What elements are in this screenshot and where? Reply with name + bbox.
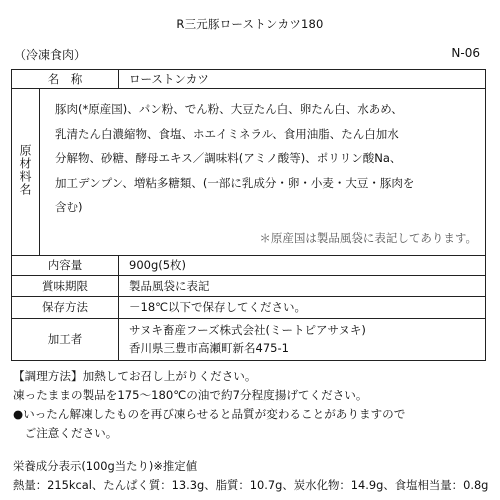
product-title: R三元豚ローストンカツ180 bbox=[176, 17, 324, 31]
ingredients-line: 含む) bbox=[55, 200, 83, 215]
expiry-label: 賞味期限 bbox=[12, 275, 119, 296]
ingredients-value bbox=[40, 89, 486, 256]
ingredients-line: 乳清たん白濃縮物、食塩、ホエイミネラル、食用油脂、たん白加水 bbox=[55, 126, 399, 141]
spec-row-expiry bbox=[12, 275, 486, 296]
processor-label: 加工者 bbox=[12, 318, 119, 360]
product-category: （冷凍食肉） bbox=[14, 48, 87, 62]
nutrition-header: 栄養成分表示(100g当たり)※推定値 bbox=[13, 459, 198, 473]
nutrition-section bbox=[13, 457, 493, 495]
ingredients-label: 原材料名 bbox=[18, 144, 32, 197]
spec-row-ingredients bbox=[12, 89, 486, 256]
ingredients-note: ＊原産国は製品風袋に表記してあります。 bbox=[259, 230, 477, 245]
storage-label: 保存方法 bbox=[12, 296, 119, 318]
processor-name: サヌキ畜産フーズ株式会社(ミートピアサヌキ) bbox=[129, 323, 366, 338]
ingredients-line: 加工デンプン、増粘多糖類、(一部に乳成分・卵・小麦・大豆・豚肉を bbox=[55, 175, 415, 190]
name-value: ローストンカツ bbox=[119, 70, 486, 89]
preparation-section bbox=[13, 367, 493, 443]
preparation-line: ご注意ください。 bbox=[13, 426, 118, 440]
storage-value: －18℃以下で保存してください。 bbox=[119, 296, 486, 318]
preparation-line: 【調理方法】加熱してお召し上がりください。 bbox=[13, 369, 257, 383]
ingredients-line: 分解物、砂糖、酵母エキス／調味料(アミノ酸等)、ポリリン酸Na、 bbox=[55, 151, 402, 166]
spec-row-name bbox=[12, 70, 486, 89]
processor-address: 香川県三豊市高瀬町新名475-1 bbox=[129, 341, 289, 356]
content-label: 内容量 bbox=[12, 255, 119, 275]
spec-table bbox=[11, 69, 486, 361]
spec-row-content bbox=[12, 255, 486, 275]
name-label: 名 称 bbox=[12, 70, 119, 89]
ingredients-line: 豚肉(*原産国)、パン粉、でん粉、大豆たん白、卵たん白、水あめ、 bbox=[55, 102, 403, 116]
preparation-line: ●いったん解凍したものを再び凍らせると品質が変わることがありますので bbox=[13, 407, 406, 421]
content-value: 900g(5枚) bbox=[119, 255, 486, 275]
ingredients-label-cell bbox=[12, 89, 40, 256]
expiry-value: 製品風袋に表記 bbox=[119, 275, 486, 296]
preparation-line: 凍ったままの製品を175～180℃の油で約7分程度揚げてください。 bbox=[13, 388, 368, 402]
spec-row-storage bbox=[12, 296, 486, 318]
processor-value bbox=[119, 318, 486, 360]
product-code: N-06 bbox=[451, 46, 480, 60]
nutrition-values: 熱量：215kcal、たんぱく質：13.3g、脂質：10.7g、炭水化物：14.9g、食塩相当量：0.8g bbox=[13, 478, 489, 492]
spec-row-processor bbox=[12, 318, 486, 360]
